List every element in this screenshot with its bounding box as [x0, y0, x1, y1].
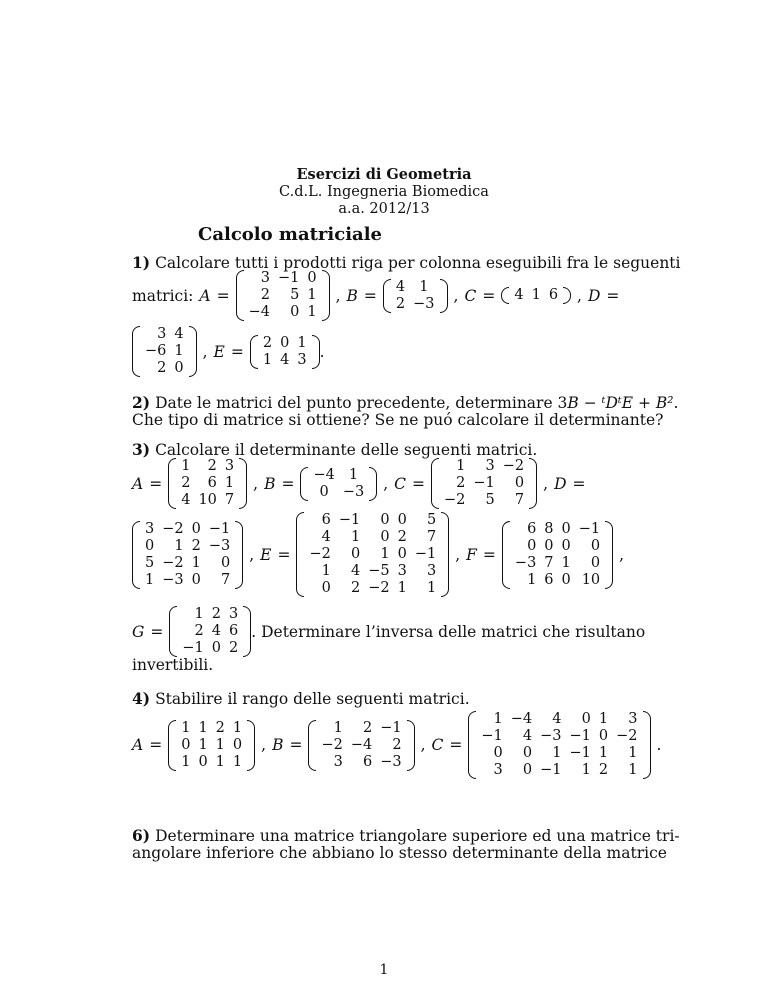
ex2-statement: Date le matrici del punto precedente, determinare 3 [155, 394, 568, 412]
matrix-entry: 3 [628, 711, 638, 727]
matrix-entry: −1 [569, 728, 591, 744]
matrix-entry: 7 [224, 492, 235, 508]
matrix-entry: −1 [414, 546, 437, 562]
matrix-entry: 1 [198, 719, 208, 736]
matrix-entry: 0 [198, 753, 208, 770]
matrix-entry: 2 [211, 606, 221, 622]
matrix-entry: 2 [397, 529, 407, 545]
ex2-text: 2) Date le matrici del punto precedente, determinare 3B − ᵗDᵗE + B². [132, 393, 679, 412]
matrix-entry: 4 [514, 287, 524, 303]
matrix-entry: −3 [380, 753, 402, 770]
matrix-entry: 0 [211, 640, 221, 656]
ex4-text [132, 689, 470, 708]
matrix-entry: 1 [145, 571, 155, 588]
ex6-number: 6) [132, 826, 151, 845]
matrix-entry: 1 [380, 546, 390, 562]
matrix-entry: 0 [380, 529, 390, 545]
matrix-entry: 1 [224, 475, 235, 491]
ex3-text [132, 440, 537, 459]
matrix-entry: −1 [540, 762, 562, 778]
matrix-entry: 0 [527, 537, 537, 554]
matrix-entry: 7 [514, 492, 525, 508]
matrix-entry: 1 [628, 762, 638, 778]
ex1-statement: Calcolare tutti i prodotti riga per colonna eseguibili fra le seguenti [155, 254, 681, 272]
matrix-entry: −2 [616, 728, 638, 744]
matrix-entry: 2 [456, 475, 466, 491]
ex3-matrices-row3: G = 1 2 3 2 4 6 −1 0 2 . Determinare l’inversa delle matrici che risultano [132, 606, 646, 656]
ex6-text [132, 826, 680, 845]
ex3-matrix-C [431, 458, 537, 509]
matrix-entry: −1 [578, 520, 601, 537]
matrix-entry: 6 [321, 512, 331, 528]
matrix-entry: 0 [232, 736, 243, 753]
ex3-last-line: invertibili. [132, 656, 214, 674]
matrix-entry: 1 [426, 580, 437, 596]
matrix-entry: 6 [229, 623, 239, 639]
ex3-matrices-row1: A = 1 2 3 2 6 1 4 10 7 , B = −4 1 0 −3 , C = 1 3 −2 2 −1 0 −2 5 7 , D = [132, 458, 586, 508]
ex2-question: Che tipo di matrice si ottiene? Se ne puó calcolare il determinante? [132, 411, 664, 429]
matrix-entry: −2 [368, 580, 390, 596]
matrix-entry: 10 [198, 492, 217, 508]
matrix-entry: −1 [569, 745, 591, 761]
ex6-line2: angolare inferiore che abbiano lo stesso determinante della matrice [132, 844, 667, 862]
matrix-entry: 0 [174, 360, 184, 376]
matrix-entry: 2 [598, 762, 609, 778]
matrix-entry: 1 [419, 278, 429, 295]
matrix-entry: 1 [181, 458, 191, 474]
matrix-entry: 2 [362, 719, 373, 736]
matrix-entry: −2 [444, 492, 466, 508]
matrix-entry: 1 [531, 287, 541, 303]
matrix-entry: 0 [561, 537, 571, 554]
matrix-entry: 1 [321, 563, 331, 579]
matrix-entry: −4 [510, 711, 533, 727]
ex4-matrices-row: A = 1 1 2 1 0 1 1 0 1 0 1 1 , B = 1 2 −1 −2 −4 2 3 6 −3 , C = 1 −4 4 0 1 3 −1 4 −3 −1 0 −2 0 0 1 −1 1 1 3 0 −1 1 2 1 . [132, 711, 662, 778]
matrix-entry: −3 [208, 537, 231, 554]
matrix-entry: 7 [544, 554, 554, 571]
ex4-matrix-B [308, 720, 414, 771]
matrix-entry: 7 [426, 529, 437, 545]
matrix-entry: 3 [157, 326, 167, 342]
matrix-entry: 4 [181, 492, 191, 508]
ex1-matrix-D [132, 326, 197, 377]
matrix-entry: 2 [392, 736, 402, 753]
matrix-entry: 1 [397, 580, 407, 596]
ex1-number: 1) [132, 253, 151, 272]
matrix-entry: 2 [351, 580, 361, 596]
ex6-statement: Determinare una matrice triangolare superiore ed una matrice tri- [155, 827, 680, 845]
matrix-entry: 2 [260, 287, 270, 303]
matrix-entry: 0 [598, 728, 609, 744]
ex2-number: 2) [132, 393, 151, 412]
ex3-matrices-row2: 3 −2 0 −1 0 1 2 −3 5 −2 1 0 1 −3 0 7 , E = 6 −1 0 0 5 4 1 0 2 7 −2 0 1 0 −1 1 4 −5 3 3 0 2 −2 1 1 , F = 6 8 0 −1 0 0 0 0 −3 7 1 0 1 6 0 10 , [132, 512, 630, 597]
matrix-entry: −1 [338, 512, 361, 528]
matrix-entry: 0 [493, 745, 503, 761]
matrix-entry: 0 [522, 745, 533, 761]
matrix-entry: −4 [248, 304, 270, 320]
matrix-entry: 6 [527, 520, 537, 537]
matrix-entry: 5 [485, 492, 495, 508]
matrix-entry: 6 [207, 475, 217, 491]
matrix-entry: 1 [493, 711, 503, 727]
matrix-entry: 2 [181, 475, 191, 491]
matrix-entry: 1 [333, 719, 343, 736]
matrix-entry: 0 [590, 554, 601, 571]
matrix-entry: 1 [456, 458, 466, 474]
matrix-entry: −6 [145, 343, 167, 359]
matrix-entry: 0 [191, 520, 201, 537]
matrix-entry: 1 [232, 719, 243, 736]
matrix-entry: 6 [544, 571, 554, 588]
matrix-entry: 1 [194, 606, 204, 622]
matrix-entry: −1 [380, 719, 402, 736]
ex4-matrix-C [468, 711, 650, 779]
matrix-entry: −5 [368, 563, 390, 579]
matrix-entry: 1 [561, 554, 571, 571]
matrix-entry: −3 [342, 483, 365, 500]
matrix-entry: 1 [174, 343, 184, 359]
matrix-entry: 0 [145, 537, 155, 554]
matrix-entry: 3 [397, 563, 407, 579]
matrix-entry: 5 [426, 512, 437, 528]
page-number: 1 [379, 962, 389, 978]
ex4-statement: Stabilire il rango delle seguenti matrici. [155, 690, 470, 708]
matrix-entry: −2 [162, 554, 184, 571]
ex4-number: 4) [132, 689, 151, 708]
matrix-entry: −4 [313, 466, 335, 483]
ex3-matrix-D [132, 521, 243, 589]
matrix-entry: −1 [182, 640, 204, 656]
ex3-inverse-text: . Determinare l’inversa delle matrici che risultano [251, 622, 646, 641]
matrix-entry: −3 [413, 295, 435, 312]
matrix-entry: 4 [280, 351, 290, 368]
ex3-matrix-B [300, 467, 377, 501]
matrix-entry: 1 [181, 719, 191, 736]
matrix-entry: 3 [297, 351, 307, 368]
matrix-entry: 6 [548, 287, 559, 303]
matrix-entry: −1 [473, 475, 495, 491]
ex1-matrix-C [501, 287, 571, 304]
matrix-entry: 4 [211, 623, 221, 639]
ex3-matrix-E [296, 512, 449, 597]
matrix-entry: 4 [174, 326, 184, 342]
matrix-entry: 2 [157, 360, 167, 376]
course-name: C.d.L. Ingegneria Biomedica [279, 184, 489, 200]
matrix-entry: 1 [297, 334, 307, 351]
matrix-entry: 0 [290, 304, 300, 320]
matrix-entry: 8 [544, 520, 554, 537]
matrix-entry: −1 [277, 270, 300, 286]
matrix-entry: 0 [351, 546, 361, 562]
matrix-entry: 1 [581, 762, 591, 778]
ex4-matrix-A [168, 720, 255, 771]
matrix-entry: −2 [162, 520, 184, 537]
matrix-entry: 1 [262, 351, 273, 368]
matrix-entry: 1 [351, 529, 361, 545]
matrix-entry: 2 [191, 537, 201, 554]
matrix-entry: −2 [309, 546, 331, 562]
matrix-entry: 0 [181, 736, 191, 753]
matrix-entry: 1 [348, 466, 359, 483]
matrix-entry: 3 [485, 458, 495, 474]
matrix-entry: 1 [215, 753, 225, 770]
matrix-entry: 5 [145, 554, 155, 571]
matrix-entry: 0 [561, 571, 571, 588]
ex1-matrices-row2: 3 4 −6 1 2 0 , E = 2 0 1 1 4 3 . [132, 326, 325, 377]
matrix-entry: −1 [481, 728, 503, 744]
matrix-entry: 1 [628, 745, 638, 761]
matrix-entry: 0 [544, 537, 554, 554]
matrix-entry: 0 [397, 512, 407, 528]
matrix-entry: 2 [207, 458, 217, 474]
matrix-entry: −3 [540, 728, 562, 744]
matrix-entry: 0 [590, 537, 601, 554]
document-title: Esercizi di Geometria [296, 166, 472, 183]
ex1-matrices-row1: matrici: A = 3 −1 0 2 5 1 −4 0 1 , B = 4 1 2 −3 , C = 4 1 6 , D = [132, 270, 620, 320]
ex3-statement: Calcolare il determinante delle seguenti matrici. [155, 441, 538, 459]
ex3-matrix-A [168, 458, 247, 509]
matrix-entry: 3 [260, 270, 270, 286]
matrix-entry: 0 [561, 520, 571, 537]
matrix-entry: 3 [224, 458, 235, 474]
matrix-entry: 1 [527, 571, 537, 588]
matrix-entry: 2 [215, 719, 225, 736]
academic-year: a.a. 2012/13 [338, 201, 430, 217]
matrix-entry: 2 [194, 623, 204, 639]
matrix-entry: −1 [208, 520, 231, 537]
matrix-entry: −3 [514, 554, 537, 571]
matrix-entry: 1 [552, 745, 562, 761]
matrix-entry: 4 [522, 728, 533, 744]
matrix-entry: 2 [262, 334, 273, 351]
matrix-entry: 0 [319, 483, 329, 500]
matrix-entry: 1 [174, 537, 184, 554]
matrix-entry: 1 [191, 554, 201, 571]
matrix-entry: 0 [321, 580, 331, 596]
matrix-entry: 4 [395, 278, 406, 295]
matrix-entry: 2 [395, 295, 406, 312]
matrix-entry: 0 [380, 512, 390, 528]
matrix-entry: 1 [215, 736, 225, 753]
ex1-matrix-A [236, 270, 330, 321]
matrix-entry: −2 [321, 736, 343, 753]
ex3-number: 3) [132, 440, 151, 459]
matrix-entry: 3 [229, 606, 239, 622]
matrix-entry: −4 [350, 736, 373, 753]
matrix-entry: 0 [581, 711, 591, 727]
ex3-matrix-G [169, 606, 251, 657]
matrix-entry: 10 [581, 571, 601, 588]
matrix-entry: 2 [229, 640, 239, 656]
matrix-entry: 0 [522, 762, 533, 778]
matrix-entry: 1 [307, 304, 317, 320]
matrix-entry: 0 [280, 334, 290, 351]
matrix-entry: 0 [514, 475, 525, 491]
matrix-entry: 1 [598, 745, 609, 761]
matrix-entry: 1 [232, 753, 243, 770]
matrici-label: matrici: [132, 286, 194, 305]
matrix-entry: 4 [351, 563, 361, 579]
matrix-entry: 0 [307, 270, 317, 286]
matrix-entry: 1 [598, 711, 609, 727]
section-title: Calcolo matriciale [198, 224, 382, 245]
matrix-entry: 5 [290, 287, 300, 303]
matrix-entry: 0 [397, 546, 407, 562]
matrix-entry: 7 [220, 571, 231, 588]
ex2-formula: B − ᵗDᵗE + B² [567, 394, 674, 412]
matrix-entry: 1 [198, 736, 208, 753]
matrix-entry: −3 [162, 571, 184, 588]
matrix-entry: 3 [145, 520, 155, 537]
matrix-entry: 3 [333, 753, 343, 770]
matrix-entry: 0 [220, 554, 231, 571]
matrix-entry: 1 [181, 753, 191, 770]
matrix-entry: 3 [493, 762, 503, 778]
ex3-matrix-F [502, 521, 613, 589]
ex1-matrix-E [250, 335, 320, 369]
matrix-entry: 1 [307, 287, 317, 303]
matrix-entry: 0 [191, 571, 201, 588]
ex1-matrix-B [383, 279, 448, 313]
matrix-entry: 6 [362, 753, 373, 770]
matrix-entry: −2 [502, 458, 525, 474]
matrix-entry: 4 [552, 711, 562, 727]
matrix-entry: 4 [321, 529, 331, 545]
matrix-entry: 3 [426, 563, 437, 579]
